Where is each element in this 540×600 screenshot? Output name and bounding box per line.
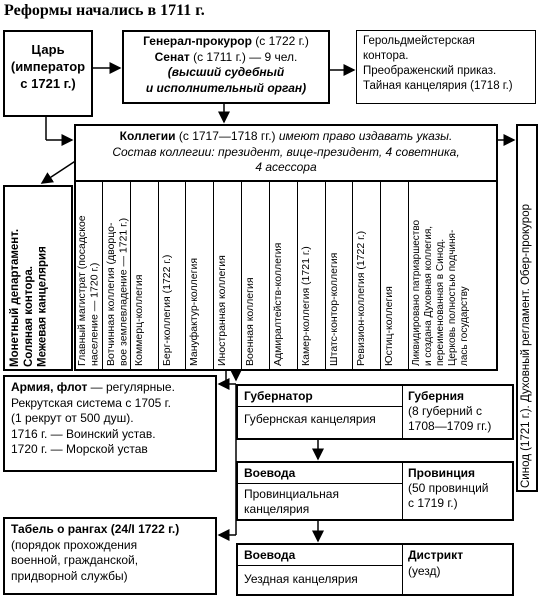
departments-text: Монетный департамент. Соляная контора. Межевая канцелярия — [9, 228, 49, 367]
collegia-years: (с 1717—1718 гг.) — [175, 129, 279, 143]
level-governor — [236, 384, 514, 440]
collegium-column — [130, 182, 158, 371]
collegium-column — [297, 182, 325, 371]
offices-line4: Тайная канцелярия (1718 г.) — [363, 79, 513, 92]
collegium-column — [74, 182, 102, 371]
collegium-label: Мануфактур-коллегия — [188, 257, 201, 366]
level-divider-h-3 — [238, 565, 402, 566]
senat-desc-1: (высший судебный — [167, 65, 285, 80]
tabel-box — [3, 517, 217, 595]
level-unit-2: Провинция — [408, 466, 476, 480]
collegium-column — [241, 182, 269, 371]
collegium-column — [158, 182, 186, 371]
senat-year: (с 1711 г.) — 9 чел. — [189, 49, 298, 64]
tabel-line2: (порядок прохождения — [11, 537, 138, 552]
offices-box — [356, 30, 536, 104]
page-title: Реформы начались в 1711 г. — [4, 2, 205, 19]
offices-line2: контора. — [363, 49, 409, 62]
collegium-label: Адмиралтейств-коллегия — [271, 242, 284, 366]
tabel-line4: придворной службы) — [11, 568, 128, 583]
collegium-label: Вотчинная коллегия (дворцо- вое землевладение — 1721 г.) — [104, 217, 130, 366]
collegium-column — [325, 182, 353, 371]
level-unit-desc-1: (8 губерний с 1708—1709 гг.) — [408, 404, 492, 433]
prokuror-line — [124, 34, 328, 50]
army-line4: 1716 г. — Воинский устав. — [11, 426, 156, 441]
offices-line3: Преображенский приказ. — [363, 64, 497, 77]
level-divider-v-1 — [402, 386, 403, 438]
level-divider-h-2 — [238, 483, 402, 484]
collegium-column — [102, 182, 130, 371]
level-unit-desc-2: (50 провинций с 1719 г.) — [408, 481, 489, 510]
tsar-line3: с 1721 г.) — [20, 75, 76, 91]
army-line5: 1720 г. — Морской устав — [11, 442, 148, 457]
collegia-title: Коллегии — [119, 129, 176, 143]
collegium-column — [408, 182, 498, 371]
synod-box — [516, 124, 538, 492]
collegium-label: Камер-коллегия (1721 г.) — [299, 246, 312, 366]
senat-desc-2: и исполнительный орган) — [145, 80, 307, 95]
level-unit-desc-3: (уезд) — [408, 564, 441, 578]
army-line1 — [11, 380, 209, 396]
departments-box — [3, 185, 73, 371]
collegium-label: Иностранная коллегия — [216, 255, 229, 366]
collegium-column — [269, 182, 297, 371]
collegium-column — [380, 182, 408, 371]
level-unit-1: Губерния — [408, 389, 465, 403]
collegia-rights: имеют право издавать указы. — [278, 129, 453, 143]
collegium-label: Главный магистрат (посадское население — 1720 г.) — [76, 215, 101, 366]
army-line3: (1 рекрут от 500 душ). — [11, 411, 134, 426]
collegium-label: Военная коллегия — [244, 277, 256, 366]
tabel-title: Табель о рангах (24/I 1722 г.) — [11, 522, 180, 536]
level-official-3: Воевода — [244, 548, 296, 562]
level-official-2: Воевода — [244, 466, 296, 480]
senat-line — [124, 50, 328, 66]
collegium-label: Ревизион-коллегия (1722 г.) — [355, 230, 368, 366]
level-divider-v-3 — [402, 545, 403, 594]
collegium-label: Коммерц-коллегия — [132, 274, 145, 366]
tsar-line1: Царь — [31, 42, 65, 57]
offices-line1: Герольдмейстерская — [363, 35, 475, 47]
collegium-column — [185, 182, 213, 371]
collegium-label: Юстиц-коллегия — [383, 286, 396, 366]
level-official-1: Губернатор — [244, 389, 313, 403]
level-office-2: Провинциальная канцелярия — [244, 487, 339, 516]
collegium-label: Штатс-контор-коллегия — [327, 252, 340, 366]
collegia-columns — [74, 182, 498, 371]
tsar-box — [3, 30, 93, 117]
collegia-composition: Состав коллегии: президент, вице-президент, 4 советника, — [112, 144, 460, 159]
army-line2: Рекрутская система с 1705 г. — [11, 395, 171, 410]
collegia-composition-2: 4 асессора — [255, 160, 317, 175]
collegia-box — [74, 124, 498, 182]
level-office-3: Уездная канцелярия — [244, 572, 358, 586]
army-rest: — регулярные. — [87, 380, 175, 394]
collegia-line1 — [76, 129, 496, 145]
level-voevoda-province — [236, 461, 514, 521]
army-title: Армия, флот — [11, 380, 88, 394]
prokuror-title: Генерал-прокурор — [143, 34, 252, 48]
senate-box — [122, 30, 330, 104]
senat-title: Сенат — [154, 49, 190, 64]
level-voevoda-district — [236, 543, 514, 596]
synod-text: Синод (1721 г.). Духовный регламент. Обер-прокурор — [520, 204, 532, 488]
level-divider-h-1 — [238, 406, 402, 407]
tsar-line2: (император — [10, 58, 86, 74]
level-office-1: Губернская канцелярия — [244, 412, 376, 426]
collegium-label: Берг-коллегия (1722 г.) — [160, 254, 173, 366]
prokuror-year: (с 1722 г.) — [251, 34, 309, 48]
collegium-label: Ликвидировано патриаршество и создана Духовная коллегия, переименованная в Синод. Церковь полностью подчиня- лась государству — [411, 219, 470, 366]
collegium-column — [213, 182, 241, 371]
army-box — [3, 375, 217, 472]
level-divider-v-2 — [402, 463, 403, 519]
level-unit-3: Дистрикт — [408, 548, 464, 562]
tabel-line3: военной, гражданской, — [11, 553, 139, 568]
collegium-column — [352, 182, 380, 371]
